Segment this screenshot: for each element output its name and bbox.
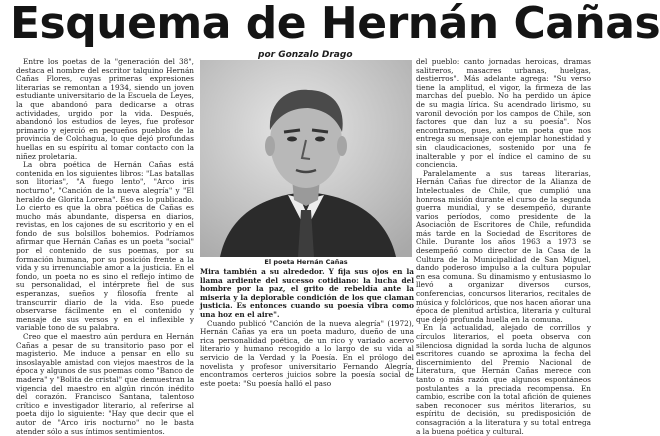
paragraph: Paralelamente a sus tareas literarias, Hernán Cañas fue director de la Alianza de Intelectuales de Chile, que cumplió una honrosa misión durante el curso de la segunda guerra mundial, y se desempeñó, durante varios períodos, como presidente de la Asociación de Escritores de Chile, refundida más tarde en la Sociedad de Escritores de Chile. Durante los años 1963 a 1973 se desempeñó como director de la Casa de la Cultura de la Municipalidad de San Miguel, dando poderoso impulso a la cultura popular en esa comuna. Su dinamismo y entusiasmo lo llevó a organizar diversos cursos, conferencias, concursos literarios, recitales de música y folclóricos, que nos hacen añorar una época de plenitud artística, literaria y cultural que dejó profunda huella en la comuna.: [416, 168, 591, 324]
portrait-photo: [200, 60, 412, 257]
bold-quote: Mira también a su alrededor. Y fija sus ojos en la llama ardiente del sucesso cotidiano: la lucha del hombre por la paz, el grito de rebeldía ante la miseria y la deplorable condición de los que claman justicia. Es entonces cuando su poesía vibra como una hoz en el aire".: [200, 267, 414, 319]
paragraph: [200, 268, 414, 320]
paragraph: Entre los poetas de la "generación del 38", destaca el nombre del escritor talquino Hernán Cañas Flores, cuyas primeras expresiones literarias se remontan a 1934, siendo un joven estudiante universitario de la Escuela de Leyes, la que abandonó para dedicarse a otras actividades, urgido por la vida. Después, abandonó los estudios de leyes, fue profesor primario y ejerció en pequeños pueblos de la provincia de Colchagua, lo que dejó profundas huellas en su espíritu al tomar contacto con la niñez proletaria.: [16, 57, 194, 161]
article-column-1: [16, 57, 194, 436]
article-column-3: [416, 57, 591, 436]
photo-caption: El poeta Hernán Cañas: [264, 258, 348, 266]
poet-portrait-image: [200, 60, 412, 257]
article-column-2: [200, 268, 414, 398]
paragraph: del pueblo: canto jornadas heroicas, dramas salitreros, masacres urbanas, huelgas, destierros". Más adelante agrega: "Su verso tiene la amplitud, el vigor, la firmeza de las marchas del pueblo. No ha perdido un ápice de su magia lírica. Su acendrado lirismo, su varonil devoción por los campos de Chile, son factores que dan luz a su poesía". Nos encontramos, pues, ante un poeta que nos entrega su mensaje con ejemplar honestidad y sin claudicaciones, sostenido por una fe inalterable y por el índice el camino de su conciencia.: [416, 57, 591, 170]
article-title: Esquema de Hernán Cañas: [10, 0, 660, 49]
paragraph: Creo que el maestro aún perdura en Hernán Cañas a pesar de su transitorio paso por el magisterio. Me induce a pensar en ello su insoslayable amistad con viejos maestros de la época y algunos de sus poemas como "Banco de madera" y "Bolita de cristal" que demuestran la vigencia del maestro en algún rincón inédito del corazón. Francisco Santana, talentoso crítico e investigador literario, al referirse al poeta dijo lo siguiente: "Hay que decir que el autor de "Arco iris nocturno" no le basta atender sólo a sus íntimos sentimientos.: [16, 332, 194, 436]
byline: por Gonzalo Drago: [258, 50, 353, 60]
paragraph: Cuando publicó "Canción de la nueva alegría" (1972), Hernán Cañas ya era un poeta maduro, dueño de una rica personalidad poética, de un rico y variado acervo literario y humano recogido a lo largo de su vida al servicio de la Verdad y la Poesía. En el prólogo del novelista y profesor universitario Fernando Alegría, encontramos certeros juicios sobre la poesía social de este poeta: "Su poesía halló el paso: [200, 318, 414, 388]
paragraph: La obra poética de Hernán Cañas está contenida en los siguientes libros: "Las batallas son litorias", "A fuego lento", "Arco iris nocturno", "Canción de la nueva alegría" y "El heraldo de Glorita Lorena". Eso es lo publicado. Lo cierto es que la obra poética de Cañas es mucho más abundante, dispersa en diarios, revistas, en los cajones de su escritorio y en el fondo de sus bolsillos bohemios. Podríamos afirmar que Hernán Cañas es un poeta "social" por el contenido de sus poemas, por su formación humana, por su posición frente a la vida y su irrenunciable amor a la justicia. En el fondo, un poeta no es sino el reflejo íntimo de su personalidad, el intérprete fiel de sus esperanzas, sueños y filosofía frente al transcurrir diario de la vida. Eso puede observarse fácilmente en el contenido y mensaje de sus versos y en el inflexible y variable tono de su palabra.: [16, 160, 194, 333]
paragraph: En la actualidad, alejado de corrillos y círculos literarios, el poeta observa con silenciosa dignidad la sorda lucha de algunos escritores cuando se aproxima la fecha del discernimiento del Premio Nacional de Literatura, que Hernán Cañas merece con tanto o más razón que algunos espontáneos postulantes a la preciada recompensa. En cambio, escribe con la total afición de quienes saben reconocer sus méritos literarios, su espíritu de decisión, su predisposición de consagración a la literatura y su total entrega a la buena poética y cultural.: [416, 323, 591, 436]
